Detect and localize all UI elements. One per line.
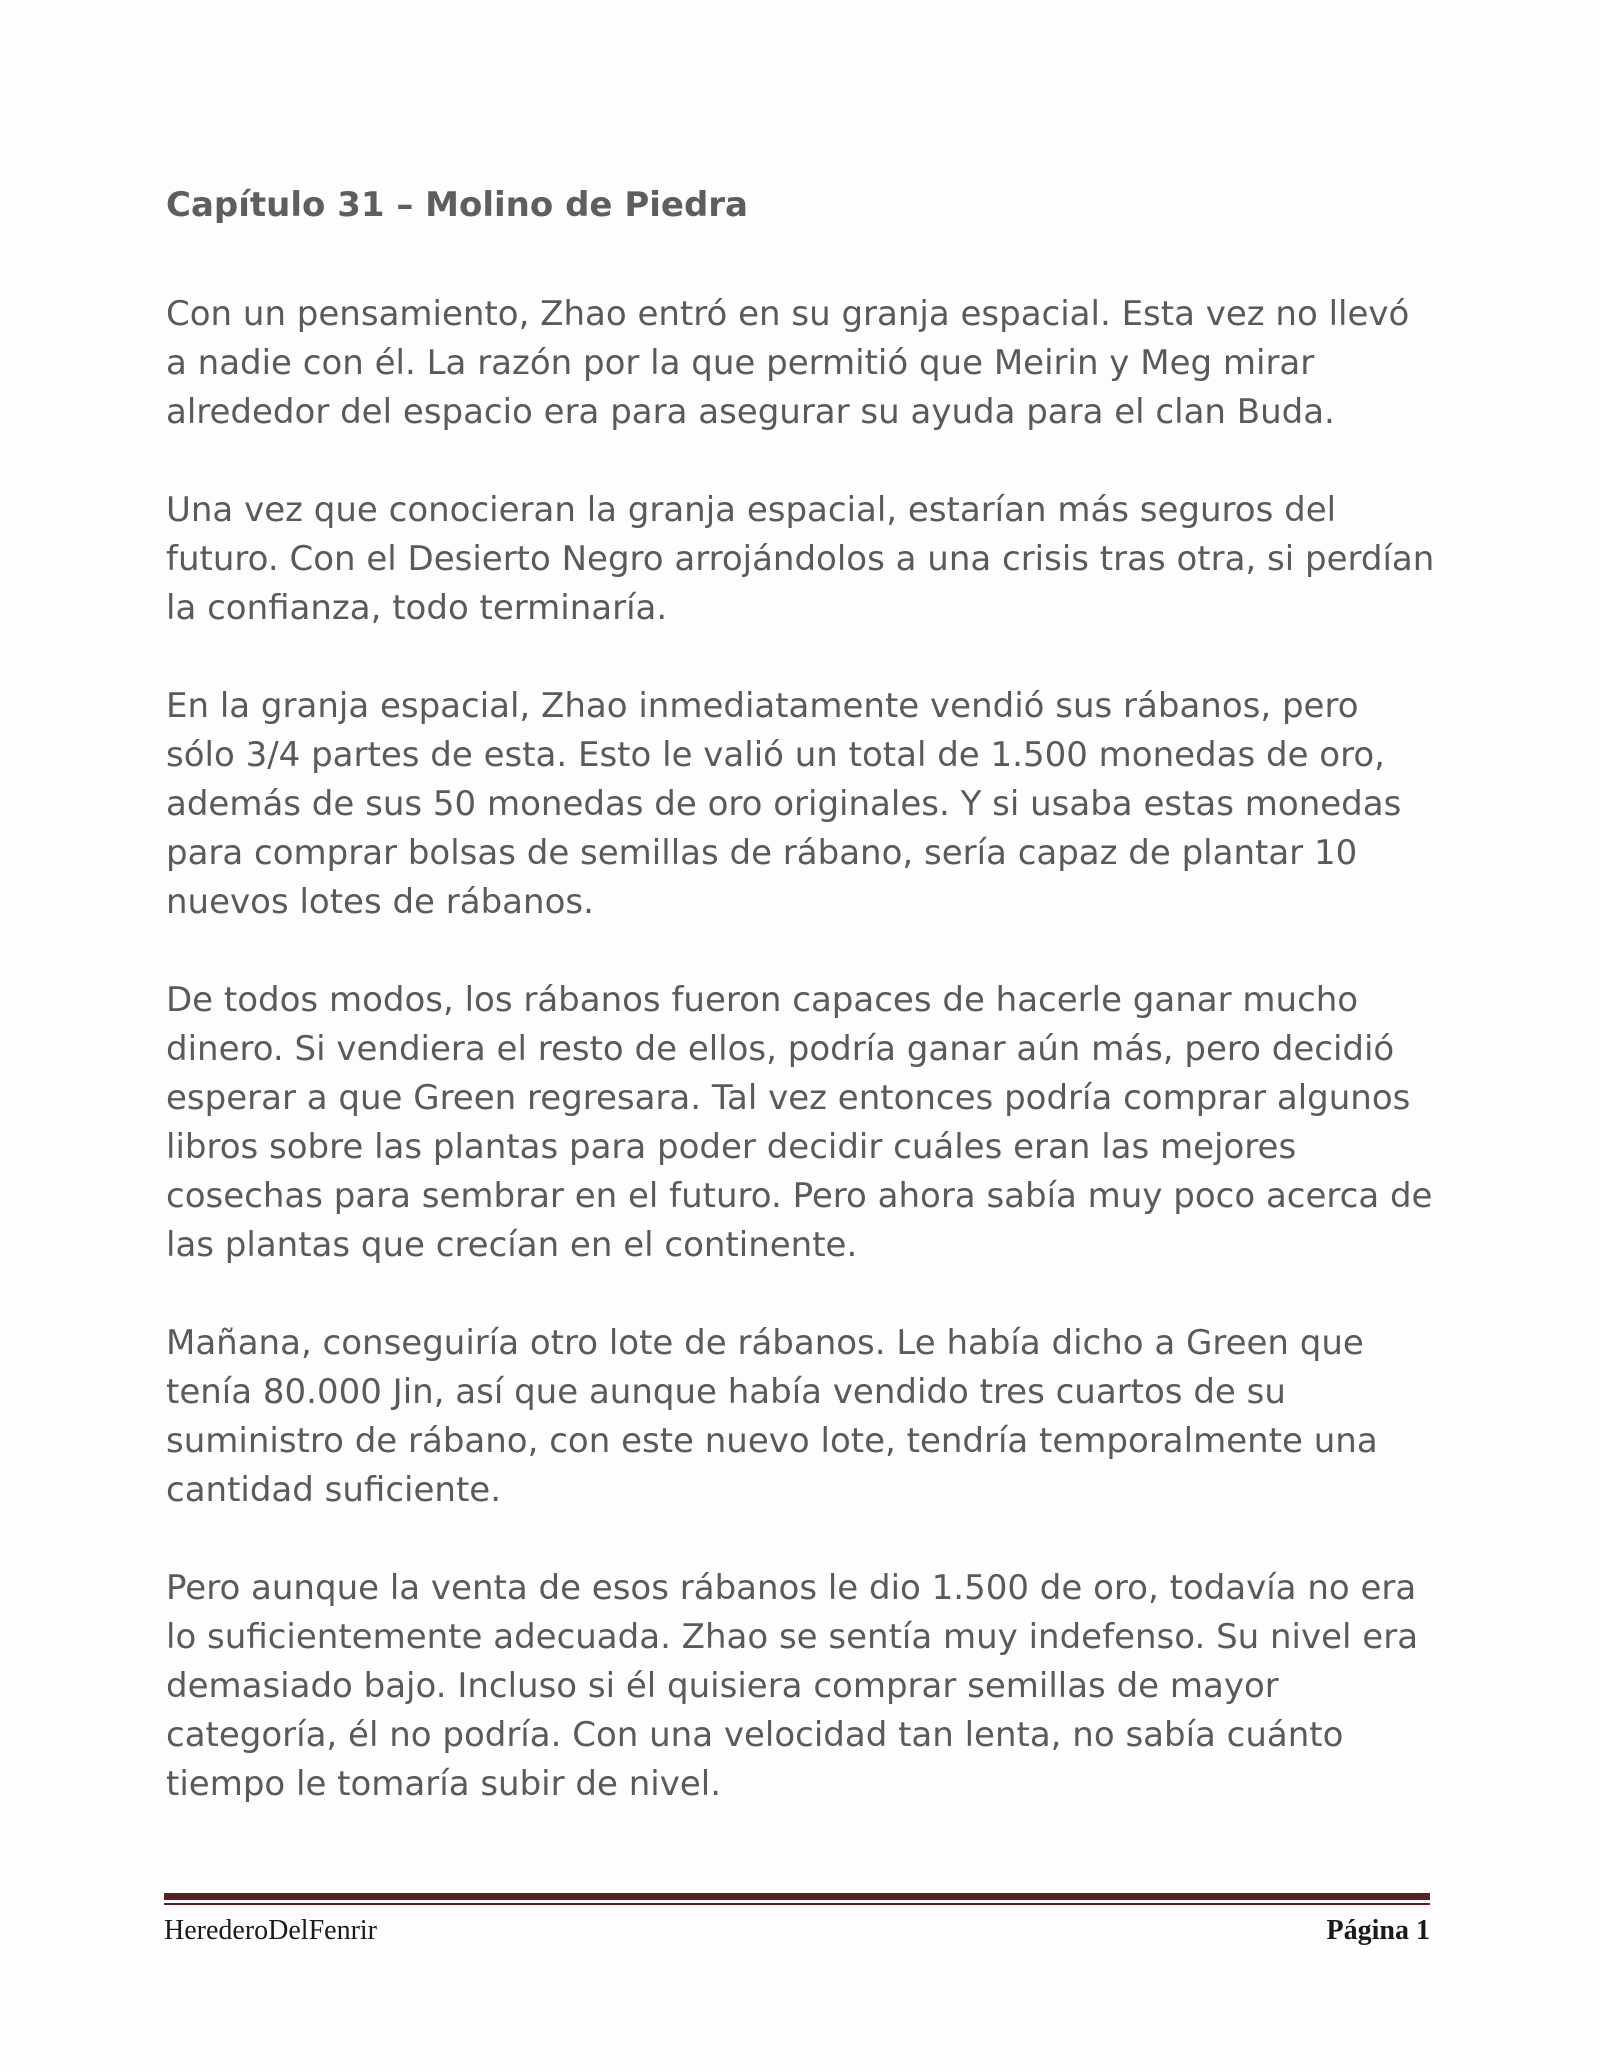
footer-row <box>164 1915 1430 1947</box>
footer-author: HerederoDelFenrir <box>164 1915 378 1946</box>
page-footer <box>164 1893 1430 1947</box>
paragraph-2: Una vez que conocieran la granja espacial, estarían más seguros del futuro. Con el Desierto Negro arrojándolos a una crisis tras otra, si perdían la confianza, todo terminaría. <box>166 490 1435 628</box>
footer-page-number: Página 1 <box>1326 1915 1430 1946</box>
paragraph-3: En la granja espacial, Zhao inmediatamente vendió sus rábanos, pero sólo 3/4 partes de esta. Esto le valió un total de 1.500 monedas de oro, además de sus 50 monedas de oro originales. Y si usaba estas monedas para comprar bolsas de semillas de rábano, sería capaz de plantar 10 nuevos lotes de rábanos. <box>166 686 1402 922</box>
footer-rule-thick <box>164 1893 1430 1900</box>
paragraph-1: Con un pensamiento, Zhao entró en su granja espacial. Esta vez no llevó a nadie con él. La razón por la que permitió que Meirin y Meg mirar alrededor del espacio era para asegurar su ayuda para el clan Buda. <box>166 294 1410 432</box>
document-body <box>166 180 1436 1858</box>
paragraph-6: Pero aunque la venta de esos rábanos le dio 1.500 de oro, todavía no era lo suficientemente adecuada. Zhao se sentía muy indefenso. Su nivel era demasiado bajo. Incluso si él quisiera comprar semillas de mayor categoría, él no podría. Con una velocidad tan lenta, no sabía cuánto tiempo le tomaría subir de nivel. <box>166 1568 1419 1804</box>
footer-rule-thin <box>164 1903 1430 1905</box>
paragraph-4: De todos modos, los rábanos fueron capaces de hacerle ganar mucho dinero. Si vendiera el resto de ellos, podría ganar aún más, pero decidió esperar a que Green regresara. Tal vez entonces podría comprar algunos libros sobre las plantas para poder decidir cuáles eran las mejores cosechas para sembrar en el futuro. Pero ahora sabía muy poco acerca de las plantas que crecían en el continente. <box>166 980 1433 1265</box>
paragraph-5: Mañana, conseguiría otro lote de rábanos. Le había dicho a Green que tenía 80.000 Jin, así que aunque había vendido tres cuartos de su suministro de rábano, con este nuevo lote, tendría temporalmente una cantidad suficiente. <box>166 1323 1378 1510</box>
chapter-title: Capítulo 31 – Molino de Piedra <box>166 185 749 225</box>
